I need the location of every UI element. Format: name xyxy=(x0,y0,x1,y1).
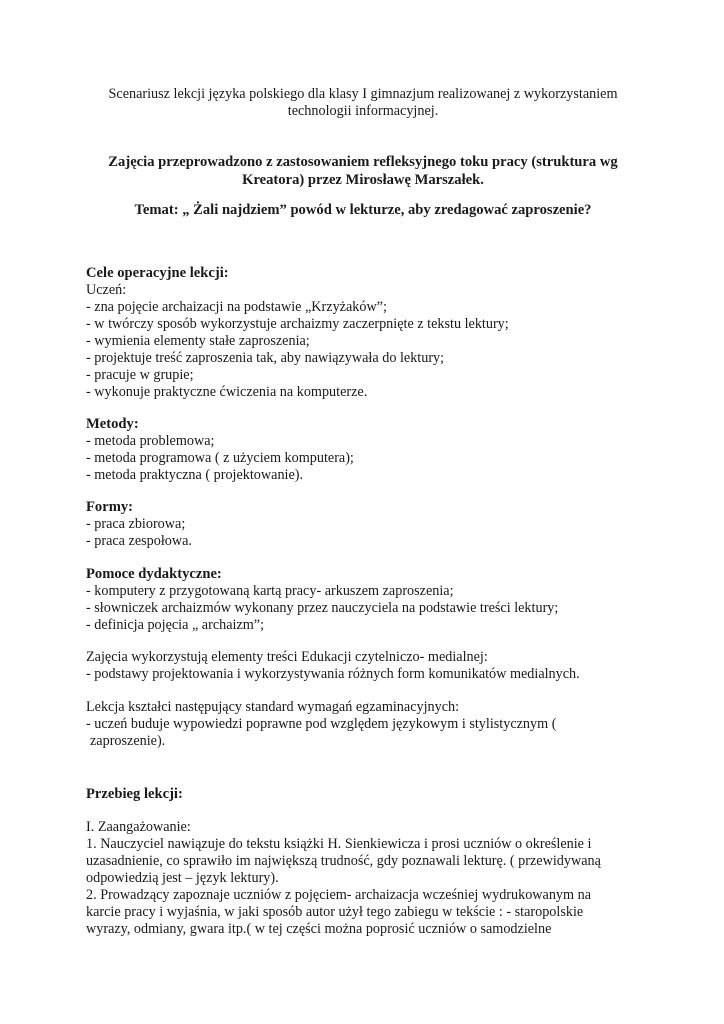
list-item: - definicja pojęcia „ archaizm”; xyxy=(86,617,265,633)
list-item: - podstawy projektowania i wykorzystywania różnych form komunikatów medialnych. xyxy=(86,666,580,682)
methods-heading: Metody: xyxy=(86,416,139,432)
exam-standard-section xyxy=(86,699,646,750)
list-item: - słowniczek archaizmów wykonany przez nauczyciela na podstawie treści lektury; xyxy=(86,600,559,616)
paragraph-line: 1. Nauczyciel nawiązuje do tekstu książki H. Sienkiewicza i prosi uczniów o określenie i xyxy=(86,836,592,852)
objectives-intro: Uczeń: xyxy=(86,282,127,298)
list-item: - pracuje w grupie; xyxy=(86,367,194,383)
list-item: - wykonuje praktyczne ćwiczenia na komputerze. xyxy=(86,384,368,400)
media-education-intro: Zajęcia wykorzystują elementy treści Edukacji czytelniczo- medialnej: xyxy=(86,649,488,665)
paragraph-line: karcie pracy i wyjaśnia, w jaki sposób autor użył tego zabiegu w tekście : - staropolskie xyxy=(86,904,584,920)
objectives-section xyxy=(86,265,646,401)
list-item: - metoda problemowa; xyxy=(86,433,215,449)
list-item: - uczeń buduje wypowiedzi poprawne pod względem językowym i stylistycznym ( xyxy=(86,716,557,732)
forms-heading: Formy: xyxy=(86,499,134,515)
methods-section xyxy=(86,416,646,484)
list-item: - wymienia elementy stałe zaproszenia; xyxy=(86,333,310,349)
objectives-heading: Cele operacyjne lekcji: xyxy=(86,265,229,281)
aids-heading: Pomoce dydaktyczne: xyxy=(86,566,222,582)
list-item: - metoda programowa ( z użyciem komputera); xyxy=(86,450,354,466)
list-item: - zna pojęcie archaizacji na podstawie „Krzyżaków”; xyxy=(86,299,387,315)
document-bold-title: Zajęcia przeprowadzono z zastosowaniem refleksyjnego toku pracy (struktura wg Kreatora) przez Mirosławę Marszałek. xyxy=(108,154,618,188)
paragraph-line: uzasadnienie, co sprawiło im największą trudność, gdy poznawali lekturę. ( przewidywaną xyxy=(86,853,601,869)
forms-section xyxy=(86,499,646,550)
lesson-flow-body xyxy=(86,819,646,938)
stage-heading: I. Zaangażowanie: xyxy=(86,819,191,835)
lesson-topic: Temat: „ Żali najdziem” powód w lekturze, aby zredagować zaproszenie? xyxy=(134,202,592,218)
list-item: - projektuje treść zaproszenia tak, aby nawiązywała do lektury; xyxy=(86,350,445,366)
list-item: - praca zbiorowa; xyxy=(86,516,186,532)
paragraph-line: wyrazy, odmiany, gwara itp.( w tej części można poprosić uczniów o samodzielne xyxy=(86,921,552,937)
document-subtitle: Scenariusz lekcji języka polskiego dla klasy I gimnazjum realizowanej z wykorzystaniem technologii informacyjnej. xyxy=(108,86,618,119)
list-item: - komputery z przygotowaną kartą pracy- arkuszem zaproszenia; xyxy=(86,583,454,599)
lesson-flow-section xyxy=(86,786,646,803)
media-education-section xyxy=(86,649,646,683)
list-item: - metoda praktyczna ( projektowanie). xyxy=(86,467,304,483)
paragraph-line: odpowiedzią jest – język lektury). xyxy=(86,870,279,886)
list-item-continuation: zaproszenie). xyxy=(90,733,166,749)
list-item: - praca zespołowa. xyxy=(86,533,192,549)
aids-section xyxy=(86,566,646,634)
exam-standard-intro: Lekcja kształci następujący standard wymagań egzaminacyjnych: xyxy=(86,699,460,715)
list-item: - w twórczy sposób wykorzystuje archaizmy zaczerpnięte z tekstu lektury; xyxy=(86,316,509,332)
paragraph-line: 2. Prowadzący zapoznaje uczniów z pojęciem- archaizacja wcześniej wydrukowanym na xyxy=(86,887,591,903)
lesson-flow-heading: Przebieg lekcji: xyxy=(86,786,183,802)
